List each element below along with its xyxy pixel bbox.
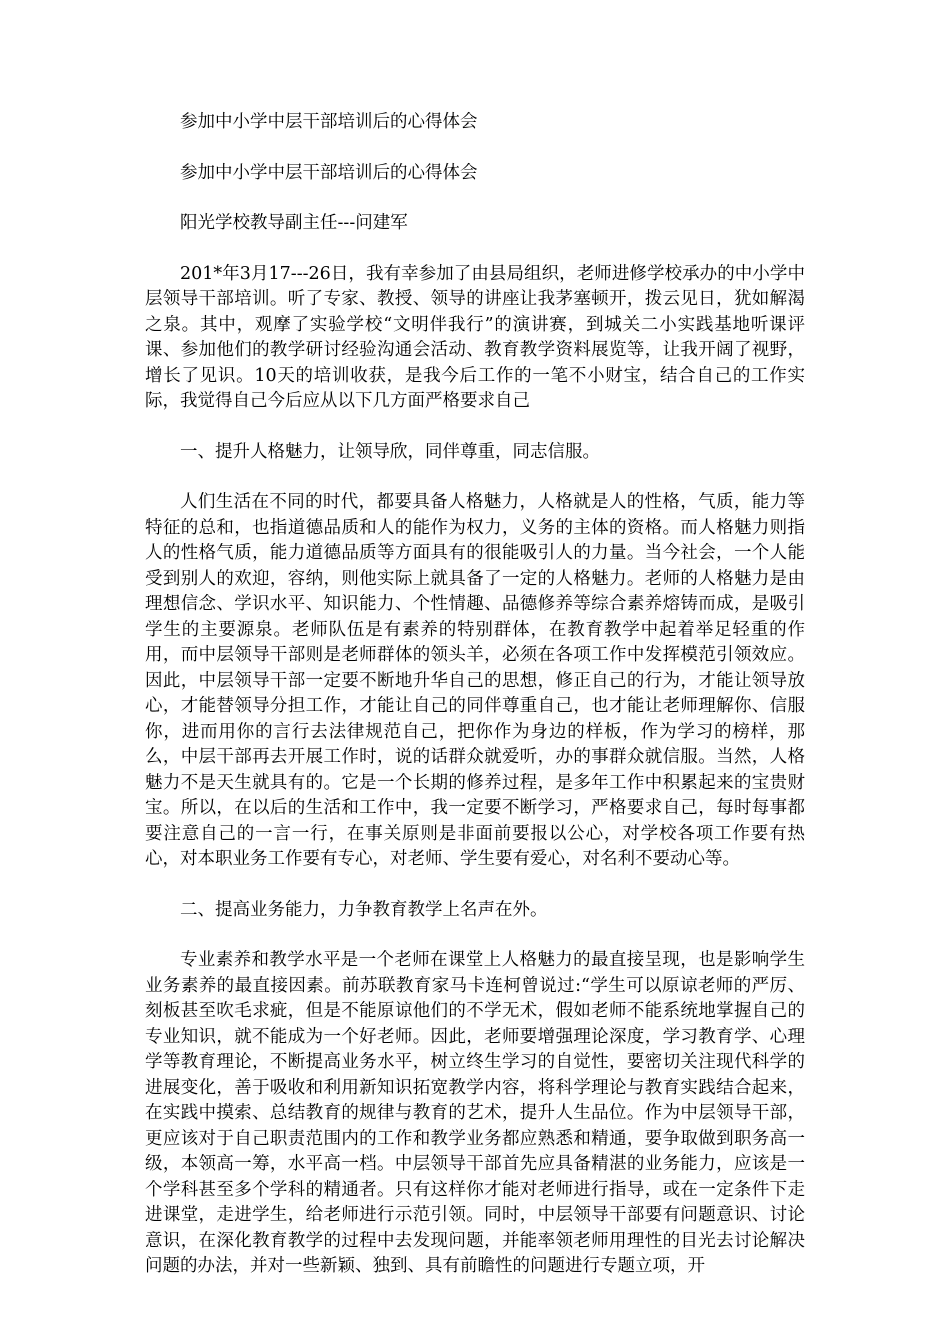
document-author: 阳光学校教导副主任---问建军 (180, 213, 408, 233)
document-title-1: 参加中小学中层干部培训后的心得体会 (180, 112, 478, 132)
intro-paragraph: 201*年3月17---26日，我有幸参加了由县局组织，老师进修学校承办的中小学中层领导干部培训。听了专家、教授、领导的讲座让我茅塞顿开，拨云见日，犹如解渴之泉。其中，观摩了实验学校“文明伴我行”的演讲赛，到城关二小实践基地听课评课、参加他们的教学研讨经验沟通会活动、教育教学资料展览等，让我开阔了视野，增长了见识。10天的培训收获，是我今后工作的一笔不小财宝，结合自己的工作实际，我觉得自己今后应从以下几方面严格要求自己 (145, 263, 805, 411)
document-title-2: 参加中小学中层干部培训后的心得体会 (180, 162, 478, 183)
section-heading-1: 一、提升人格魅力，让领导欣，同伴尊重，同志信服。 (180, 441, 600, 462)
document-body (145, 110, 805, 1305)
section-1-paragraph: 人们生活在不同的时代，都要具备人格魅力，人格就是人的性格，气质，能力等特征的总和，也指道德品质和人的能作为权力，义务的主体的资格。而人格魅力则指人的性格气质，能力道德品质等方面具有的很能吸引人的力量。当今社会，一个人能受到别人的欢迎，容纳，则他实际上就具备了一定的人格魅力。老师的人格魅力是由理想信念、学识水平、知识能力、个性情趣、品德修养等综合素养熔铸而成，是吸引学生的主要源泉。老师队伍是有素养的特别群体，在教育教学中起着举足轻重的作用，而中层领导干部则是老师群体的领头羊，必须在各项工作中发挥模范引领效应。因此，中层领导干部一定要不断地升华自己的思想，修正自己的行为，才能让领导放心，才能替领导分担工作，才能让自己的同伴尊重自己，也才能让老师理解你、信服你，进而用你的言行去法律规范自己，把你作为身边的样板，作为学习的榜样，那么，中层干部再去开展工作时，说的话群众就爱听，办的事群众就信服。当然，人格魅力不是天生就具有的。它是一个长期的修养过程，是多年工作中积累起来的宝贵财宝。所以，在以后的生活和工作中，我一定要不断学习，严格要求自己，每时每事都要注意自己的一言一行，在事关原则是非面前要报以公心，对学校各项工作要有热心，对本职业务工作要有专心，对老师、学生要有爱心，对名利不要动心等。 (145, 492, 805, 869)
section-heading-2: 二、提高业务能力，力争教育教学上名声在外。 (180, 899, 548, 920)
section-2-paragraph: 专业素养和教学水平是一个老师在课堂上人格魅力的最直接呈现，也是影响学生业务素养的最直接因素。前苏联教育家马卡连柯曾说过:“学生可以原谅老师的严厉、刻板甚至吹毛求疵，但是不能原谅他们的不学无术，假如老师不能系统地掌握自己的专业知识，就不能成为一个好老师。因此，老师要增强理论深度，学习教育学、心理学等教育理论，不断提高业务水平，树立终生学习的自觉性，要密切关注现代科学的进展变化，善于吸收和利用新知识拓宽教学内容，将科学理论与教育实践结合起来，在实践中摸索、总结教育的规律与教育的艺术，提升人生品位。作为中层领导干部，更应该对于自己职责范围内的工作和教学业务都应熟悉和精通，要争取做到职务高一级，本领高一筹，水平高一档。中层领导干部首先应具备精湛的业务能力，应该是一个学科甚至多个学科的精通者。只有这样你才能对老师进行指导，或在一定条件下走进课堂，走进学生，给老师进行示范引领。同时，中层领导干部要有问题意识、讨论意识，在深化教育教学的过程中去发现问题，并能率领老师用理性的目光去讨论解决问题的办法，并对一些新颖、独到、具有前瞻性的问题进行专题立项，开 (145, 950, 805, 1276)
